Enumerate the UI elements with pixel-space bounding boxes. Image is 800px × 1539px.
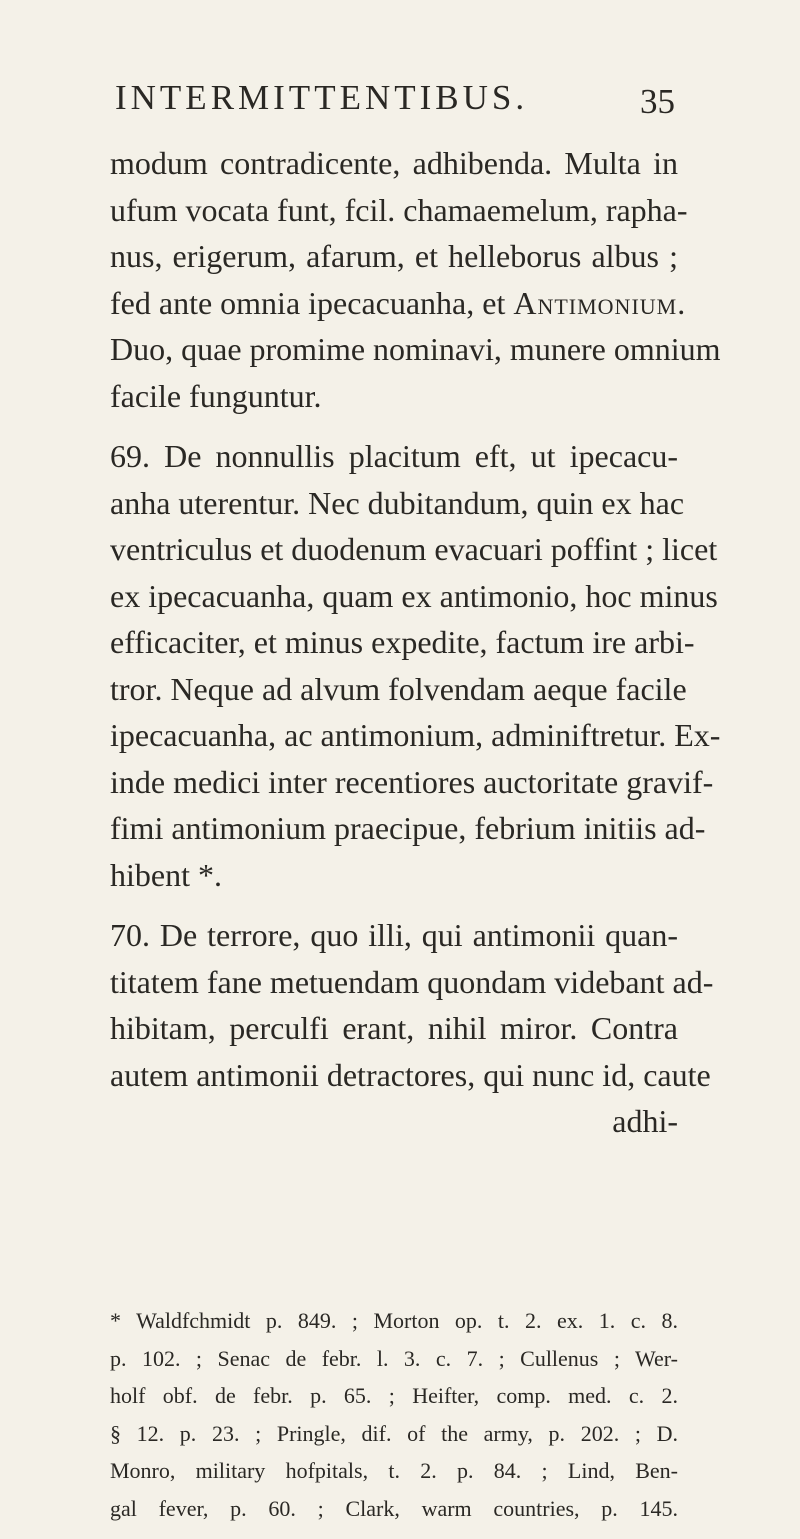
main-text: [110, 140, 721, 1145]
text-line: titatem fane metuendam quondam videbant ad-: [110, 963, 714, 1000]
footnotes: [110, 1302, 678, 1527]
text-line: fimi antimonium praecipue, febrium initiis ad-: [110, 810, 706, 846]
text-line: autem antimonii detractores, qui nunc id, caute: [110, 1056, 711, 1093]
text-line: tror. Neque ad alvum folvendam aeque facile: [110, 670, 687, 707]
text-line: hibent *.: [110, 856, 222, 893]
page-header: [115, 78, 675, 128]
text-line: nus, erigerum, afarum, et helleborus albus ;: [110, 238, 678, 274]
text-line: inde medici inter recentiores auctoritate gravif-: [110, 763, 714, 800]
footnote-line: p. 102. ; Senac de febr. l. 3. c. 7. ; Cullenus ; Wer-: [110, 1345, 678, 1371]
footnote-line: Monro, military hofpitals, t. 2. p. 84. ; Lind, Ben-: [110, 1458, 678, 1483]
catchword: adhi-: [612, 1103, 678, 1139]
text-line: ventriculus et duodenum evacuari poffint ; licet: [110, 531, 718, 567]
text-line: efficaciter, et minus expedite, factum ire arbi-: [110, 624, 695, 660]
text-line: 70. De terrore, quo illi, qui antimonii quan-: [110, 917, 678, 953]
running-head: INTERMITTENTIBUS.: [115, 78, 529, 117]
small-caps-word: Antimonium.: [513, 284, 687, 321]
paragraph-gap: [110, 898, 678, 912]
footnote-line: § 12. p. 23. ; Pringle, dif. of the army, p. 202. ; D.: [110, 1420, 678, 1446]
text-line: ufum vocata funt, fcil. chamaemelum, rapha-: [110, 191, 688, 228]
text-line: ipecacuanha, ac antimonium, adminiftretur. Ex-: [110, 717, 721, 753]
text-line: [110, 280, 687, 327]
text-line: anha uterentur. Nec dubitandum, quin ex hac: [110, 484, 685, 521]
text-line: 69. De nonnullis placitum eft, ut ipecacu-: [110, 438, 678, 474]
text-line: modum contradicente, adhibenda. Multa in: [110, 145, 678, 181]
page-number: 35: [640, 82, 675, 121]
text-line: Duo, quae promime nominavi, munere omnium: [110, 331, 721, 367]
text-line: hibitam, perculfi erant, nihil miror. Contra: [110, 1010, 678, 1046]
footnote-line: * Waldfchmidt p. 849. ; Morton op. t. 2. ex. 1. c. 8.: [110, 1308, 678, 1333]
text-segment: fed ante omnia ipecacuanha, et: [110, 284, 506, 321]
text-line: facile funguntur.: [110, 377, 322, 414]
text-line: ex ipecacuanha, quam ex antimonio, hoc minus: [110, 577, 718, 614]
paragraph-gap: [110, 419, 678, 433]
footnote-line: holf obf. de febr. p. 65. ; Heifter, comp. med. c. 2.: [110, 1383, 678, 1408]
footnote-line: gal fever, p. 60. ; Clark, warm countries, p. 145.: [110, 1495, 678, 1521]
